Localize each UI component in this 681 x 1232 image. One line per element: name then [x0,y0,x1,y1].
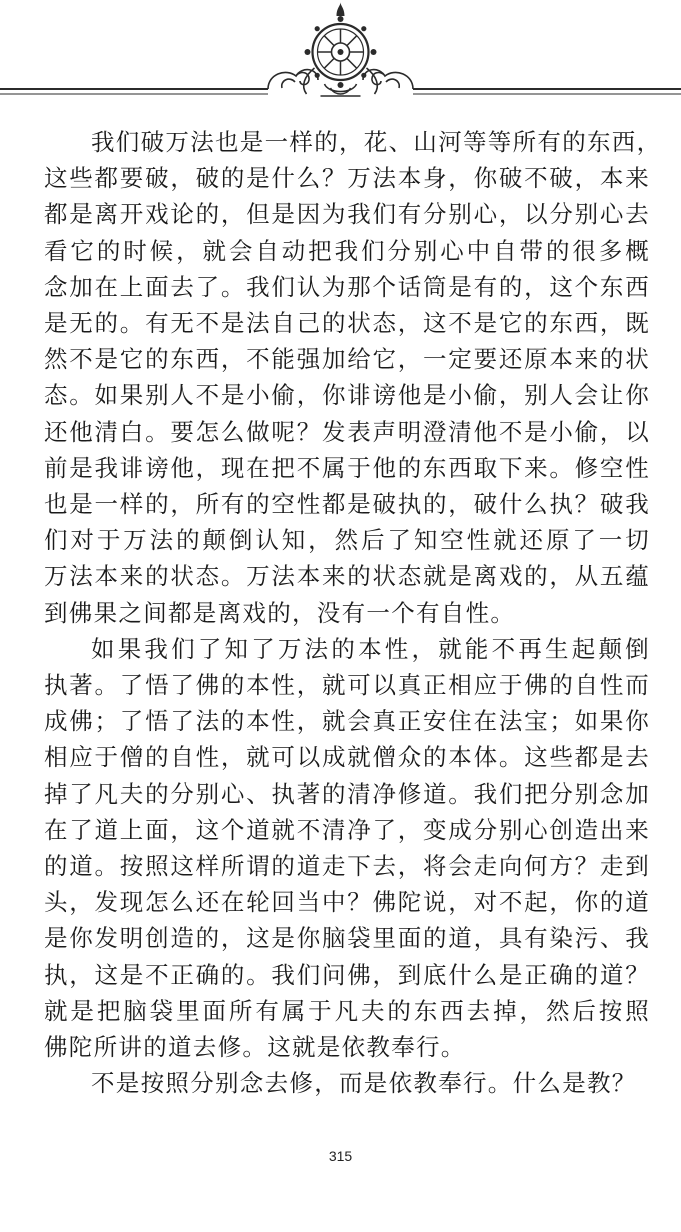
text-line: 执，这是不正确的。我们问佛，到底什么是正确的道？ [44,960,650,989]
text-line: 头，发现怎么还在轮回当中？佛陀说，对不起，你的道 [44,888,650,917]
text-line: 态。如果别人不是小偷，你诽谤他是小偷，别人会让你 [44,381,650,410]
text-line: 就是把脑袋里面所有属于凡夫的东西去掉，然后按照 [44,996,650,1025]
paragraph [44,124,662,631]
text-line: 看它的时候，就会自动把我们分别心中自带的很多概 [44,236,650,265]
paragraph [44,631,650,1065]
text-line: 前是我诽谤他，现在把不属于他的东西取下来。修空性 [44,453,650,482]
header-ornament [0,0,681,110]
text-line: 到佛果之间都是离戏的，没有一个有自性。 [44,598,516,627]
text-line: 万法本来的状态。万法本来的状态就是离戏的，从五蕴 [44,562,650,591]
text-line: 成佛；了悟了法的本性，就会真正安住在法宝；如果你 [44,707,650,736]
text-line: 掉了凡夫的分别心、执著的清净修道。我们把分别念加 [44,779,650,808]
text-line: 执著。了悟了佛的本性，就可以真正相应于佛的自性而 [44,671,650,700]
text-line: 不是按照分别念去修，而是依教奉行。什么是教？ [91,1069,637,1098]
text-line: 我们破万法也是一样的，花、山河等等所有的东西， [91,128,662,156]
text-line: 相应于僧的自性，就可以成就僧众的本体。这些都是去 [44,743,650,772]
text-line: 是你发明创造的，这是你脑袋里面的道，具有染污、我 [44,924,650,953]
text-line: 都是离开戏论的，但是因为我们有分别心，以分别心去 [44,200,650,229]
paragraph [44,1065,650,1101]
text-line: 如果我们了知了万法的本性，就能不再生起颠倒 [91,634,650,663]
dharma-wheel-icon [304,2,378,96]
text-line: 们对于万法的颠倒认知，然后了知空性就还原了一切 [44,526,650,555]
page-number: 315 [328,1148,353,1164]
text-line: 还他清白。要怎么做呢？发表声明澄清他不是小偷，以 [44,417,650,446]
text-line: 念加在上面去了。我们认为那个话筒是有的，这个东西 [44,272,650,301]
text-line: 在了道上面，这个道就不清净了，变成分别心创造出来 [44,815,650,844]
text-line: 是无的。有无不是法自己的状态，这不是它的东西，既 [44,309,650,338]
text-line: 佛陀所讲的道去修。这就是依教奉行。 [44,1033,466,1062]
text-line: 然不是它的东西，不能强加给它，一定要还原本来的状 [44,345,650,374]
page-body [44,124,662,1101]
text-line: 这些都要破，破的是什么？万法本身，你破不破，本来 [44,164,650,193]
text-line: 的道。按照这样所谓的道走下去，将会走向何方？走到 [44,852,650,881]
text-line: 也是一样的，所有的空性都是破执的，破什么执？破我 [44,490,650,519]
